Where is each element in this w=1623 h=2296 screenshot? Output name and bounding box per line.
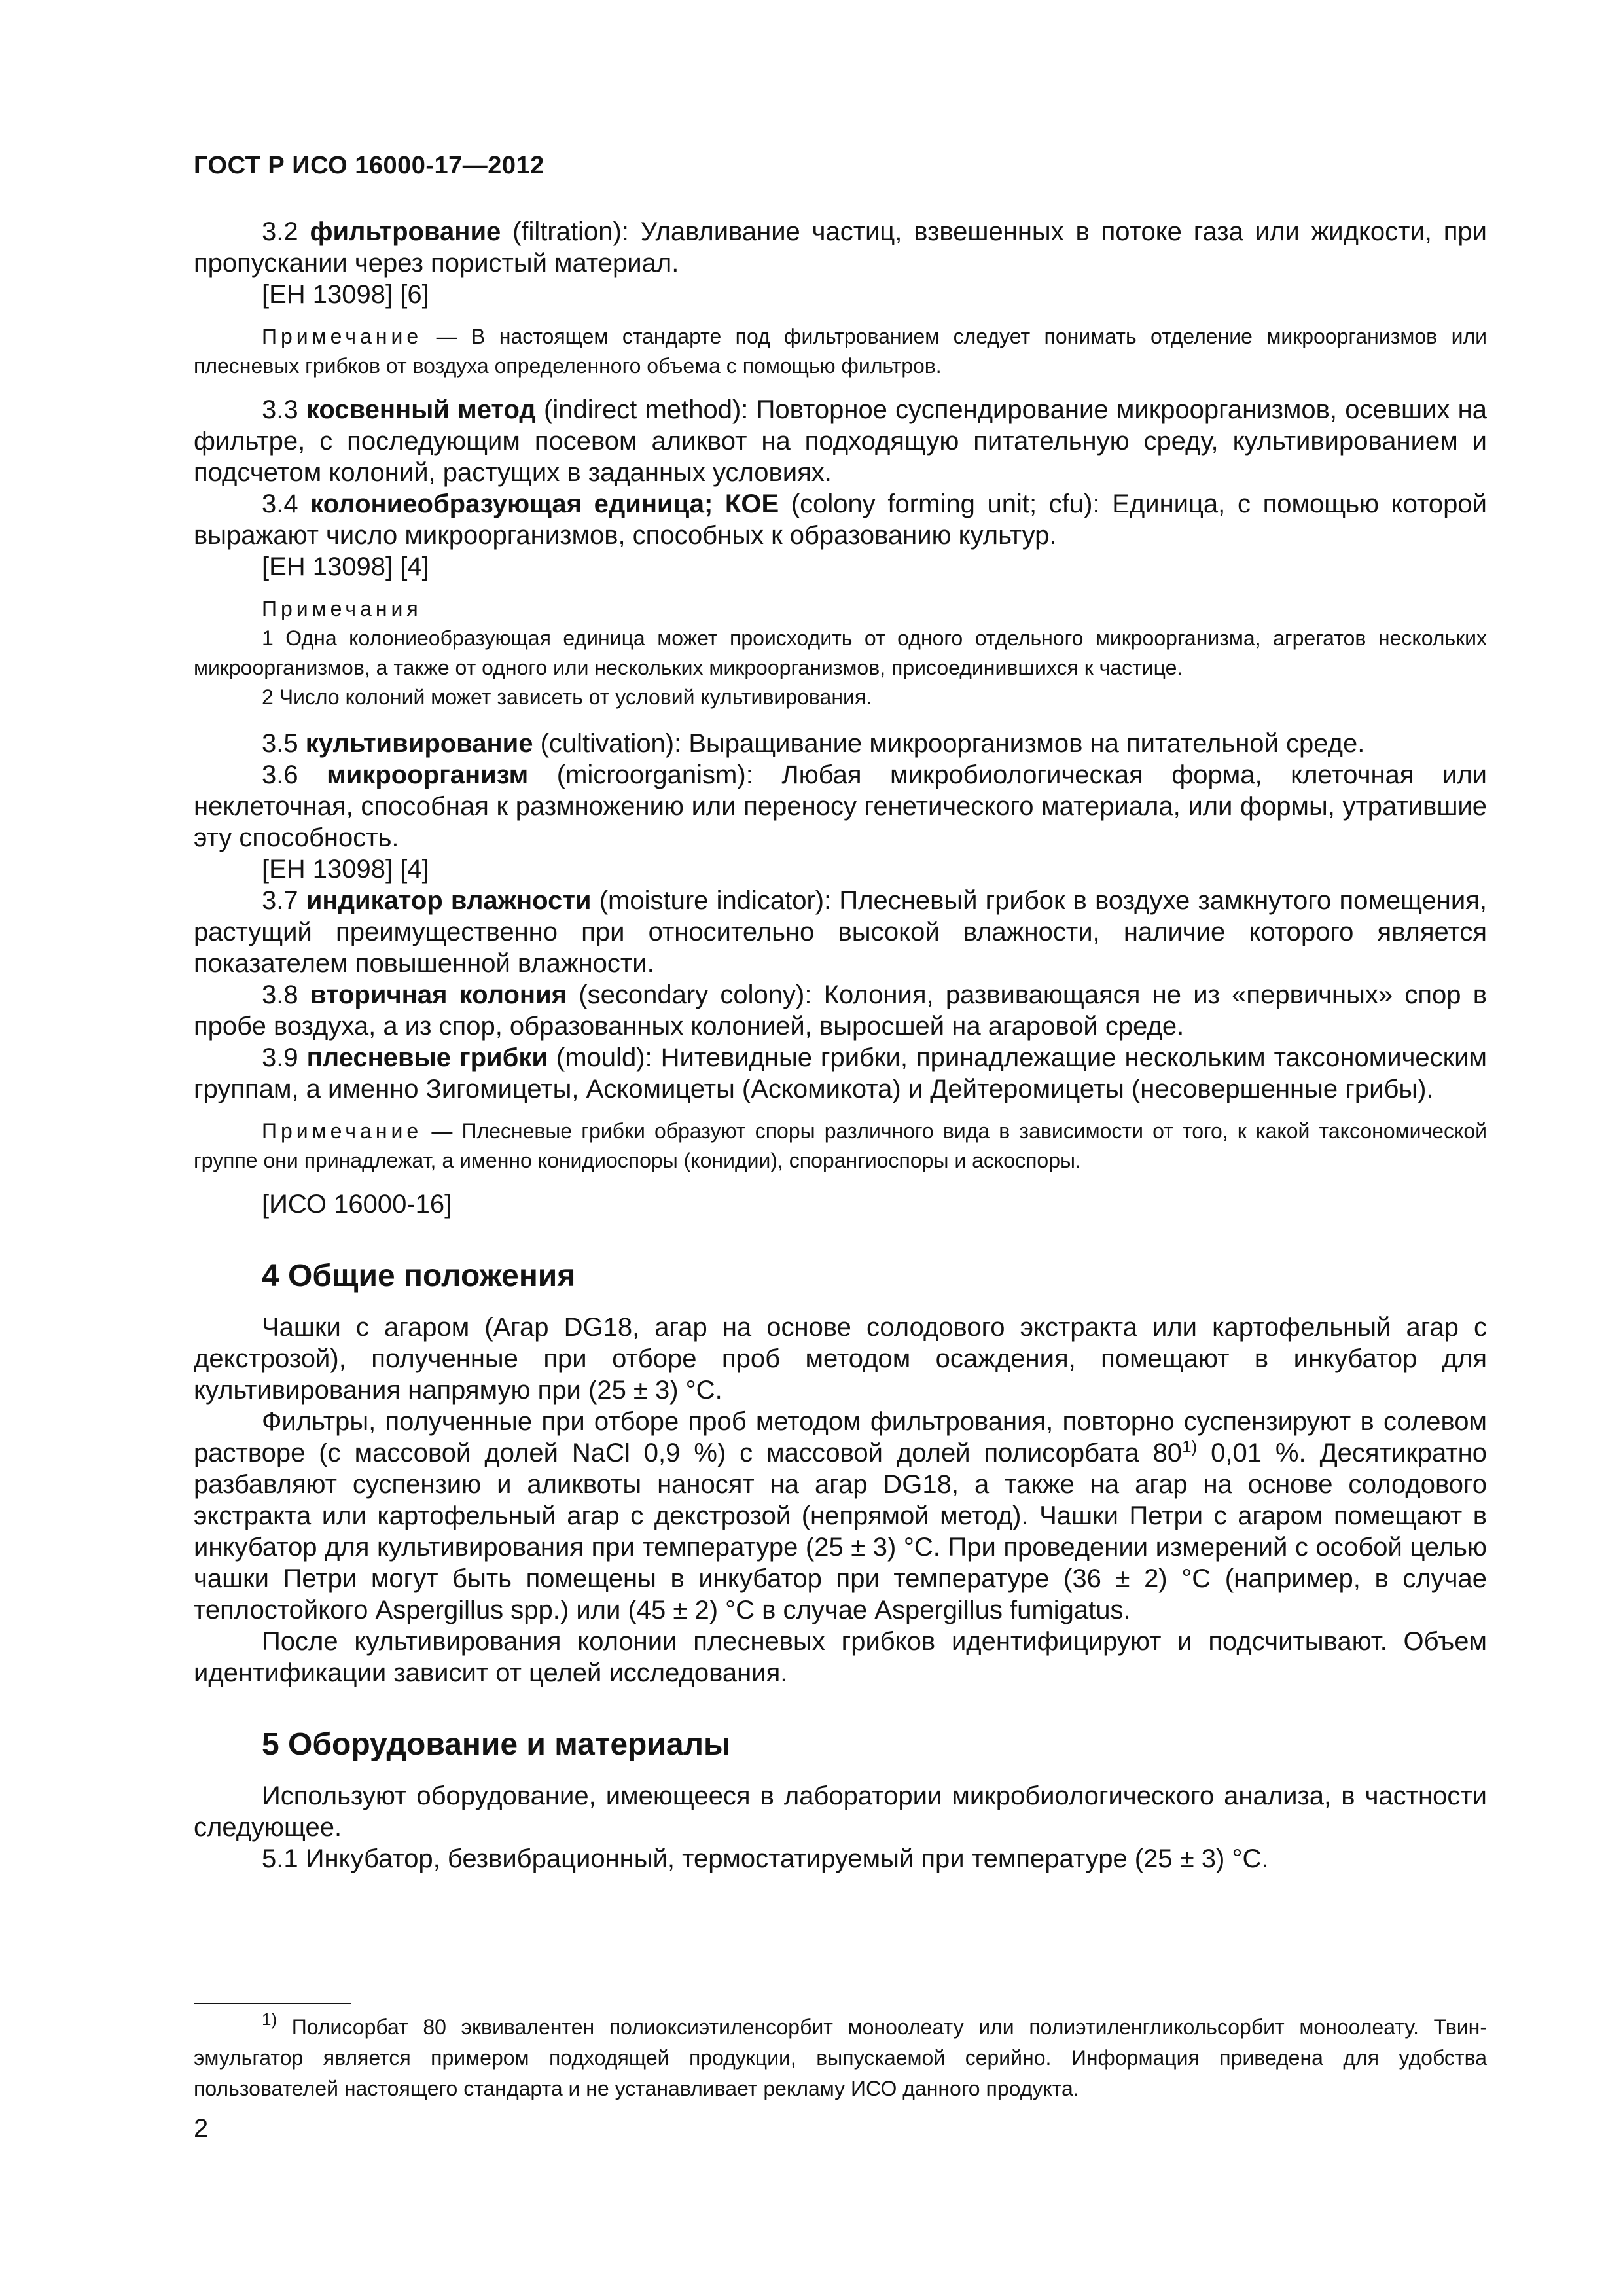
page-number: 2	[194, 2114, 209, 2143]
term-number: 3.8	[262, 980, 298, 1009]
term-number: 3.7	[262, 886, 298, 915]
term-name: косвенный метод	[306, 395, 536, 424]
paragraph-text: Фильтры, полученные при отборе проб методом фильтрования, повторно суспензируют в солевом растворе (с массовой долей NaCl 0,9 %) с массовой долей полисорбата 80	[194, 1407, 1487, 1467]
note-item: 1 Одна колониеобразующая единица может происходить от одного отдельного микроорганизма, агрегатов нескольких микроорганизмов, а также от одного или нескольких микроорганизмов, присоединившихся к частице.	[194, 626, 1487, 679]
term-3-7	[194, 885, 1487, 979]
term-3-3	[194, 394, 1487, 488]
term-name: плесневые грибки	[306, 1043, 548, 1072]
term-reference: [ИСО 16000-16]	[262, 1190, 452, 1219]
term-reference: [EH 13098] [4]	[262, 552, 429, 581]
term-reference: [EH 13098] [4]	[262, 855, 429, 884]
term-number: 3.4	[262, 490, 298, 518]
note-3-2	[194, 322, 1487, 381]
term-3-8	[194, 979, 1487, 1042]
section-5-title: 5 Оборудование и материалы	[262, 1727, 731, 1762]
term-number: 3.6	[262, 761, 298, 789]
section-4-paragraph	[194, 1406, 1487, 1626]
note-3-9	[194, 1117, 1487, 1175]
section-5-item: 5.1 Инкубатор, безвибрационный, термостатируемый при температуре (25 ± 3) °С.	[262, 1844, 1269, 1873]
note-item: 2 Число колоний может зависеть от условий культивирования.	[262, 685, 872, 709]
page-body	[194, 216, 1487, 1874]
term-name: вторичная колония	[310, 980, 567, 1009]
section-4-paragraph: Чашки с агаром (Агар DG18, агар на основе солодового экстракта или картофельный агар с декстрозой), полученные при отборе проб методом осаждения, помещают в инкубатор для культивирования напрямую при (25 ± 3) °С.	[194, 1313, 1487, 1405]
footnote-ref: 1)	[1182, 1437, 1198, 1456]
term-3-2	[194, 216, 1487, 279]
term-name: фильтрование	[310, 217, 501, 246]
term-number: 3.3	[262, 395, 298, 424]
term-definition: (mould): Нитевидные грибки, принадлежащие нескольким таксономическим группам, а именно Зигомицеты, Аскомицеты (Аскомикота) и Дейтеромицеты (несовершенные грибы).	[194, 1043, 1487, 1103]
footnote-text: Полисорбат 80 эквивалентен полиоксиэтиленсорбит моноолеату или полиэтиленгликольсорбит моноолеату. Твин-эмульгатор является примером подходящей продукции, выпускаемой серийно. Информация приведена для удобства пользователей настоящего стандарта и не устанавливает рекламу ИСО данного продукта.	[194, 2015, 1487, 2100]
term-number: 3.9	[262, 1043, 298, 1072]
term-name: колониеобразующая единица; КОЕ	[310, 490, 779, 518]
term-3-5	[194, 728, 1487, 759]
note-label: Примечание	[262, 325, 423, 348]
term-definition: (colony forming unit; cfu): Единица, с помощью которой выражают число микроорганизмов, способных к образованию культур.	[194, 490, 1487, 550]
section-4-paragraph: После культивирования колонии плесневых грибков идентифицируют и подсчитывают. Объем идентификации зависит от целей исследования.	[194, 1627, 1487, 1687]
document-header: ГОСТ Р ИСО 16000-17—2012	[194, 152, 544, 179]
term-name: микроорганизм	[327, 761, 529, 789]
term-definition: (moisture indicator): Плесневый грибок в воздухе замкнутого помещения, растущий преимущественно при относительно высокой влажности, наличие которого является показателем повышенной влажности.	[194, 886, 1488, 978]
term-name: индикатор влажности	[306, 886, 592, 915]
footnote-divider	[194, 2003, 351, 2004]
footnote-mark: 1)	[262, 2009, 277, 2029]
notes-heading: Примечания	[262, 597, 422, 620]
note-text: — Плесневые грибки образуют споры различного вида в зависимости от того, к какой таксономической группе они принадлежат, а именно конидиоспоры (конидии), спорангиоспоры и аскоспоры.	[194, 1119, 1487, 1172]
term-definition: (secondary colony): Колония, развивающаяся не из «первичных» спор в пробе воздуха, а из спор, образованных колонией, выросшей на агаровой среде.	[194, 980, 1488, 1041]
paragraph-text: 0,01 %. Десятикратно разбавляют суспензию и аликвоты наносят на агар DG18, а также на агар на основе солодового экстракта или картофельный агар с декстрозой (непрямой метод). Чашки Петри с агаром помещают в инкубатор для культивирования при температуре (25 ± 3) °С. При проведении измерений с особой целью чашки Петри могут быть помещены в инкубатор при температуре (36 ± 2) °С (например, в случае теплостойкого Aspergillus spp.) или (45 ± 2) °С в случае Aspergillus fumigatus.	[194, 1439, 1487, 1624]
footnote	[194, 2009, 1487, 2104]
term-3-6	[194, 759, 1487, 853]
term-number: 3.5	[262, 729, 298, 758]
section-5-paragraph: Используют оборудование, имеющееся в лаборатории микробиологического анализа, в частности следующее.	[194, 1782, 1487, 1842]
term-definition: (indirect method): Повторное суспендирование микроорганизмов, осевших на фильтре, с последующим посевом аликвот на подходящую питательную среду, культивированием и подсчетом колоний, растущих в заданных условиях.	[194, 395, 1487, 487]
term-definition: (cultivation): Выращивание микроорганизмов на питательной среде.	[533, 729, 1365, 758]
term-name: культивирование	[305, 729, 533, 758]
term-definition: (filtration): Улавливание частиц, взвешенных в потоке газа или жидкости, при пропускании через пористый материал.	[194, 217, 1487, 278]
section-4-title: 4 Общие положения	[262, 1259, 576, 1293]
term-3-9	[194, 1042, 1487, 1105]
term-definition: (microorganism): Любая микробиологическая форма, клеточная или неклеточная, способная к размножению или переносу генетического материала, или формы, утратившие эту способность.	[194, 761, 1487, 852]
term-3-4	[194, 488, 1487, 551]
term-number: 3.2	[262, 217, 298, 246]
term-reference: [EH 13098] [6]	[262, 280, 429, 309]
note-text: — В настоящем стандарте под фильтрованием следует понимать отделение микроорганизмов или плесневых грибков от воздуха определенного объема с помощью фильтров.	[194, 325, 1487, 378]
note-label: Примечание	[262, 1119, 423, 1143]
